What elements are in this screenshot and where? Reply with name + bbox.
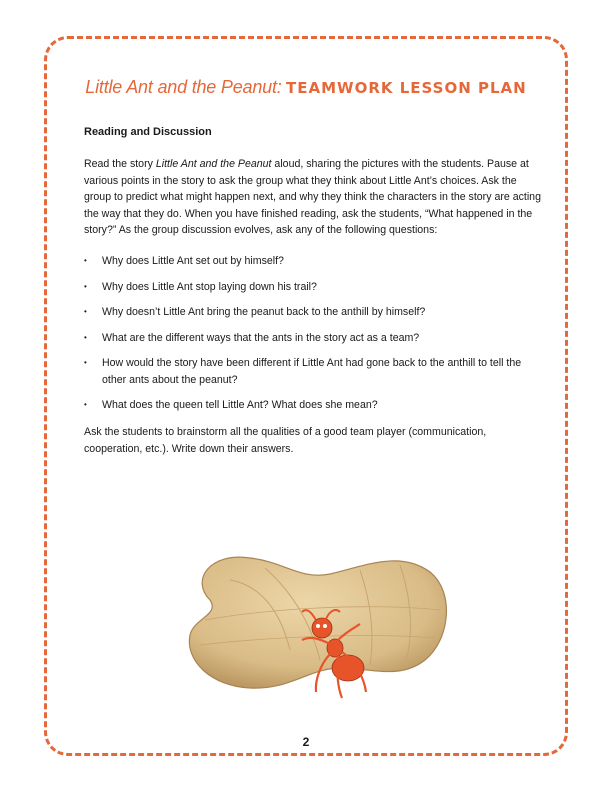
question-item: • Why does Little Ant stop laying down his trail?	[84, 279, 546, 296]
title-book-name: Little Ant and the Peanut:	[85, 77, 282, 97]
question-item: • Why does Little Ant set out by himself?	[84, 253, 546, 270]
title-lesson-plan: TEAMWORK LESSON PLAN	[286, 79, 527, 97]
peanut-ant-illustration	[170, 540, 460, 710]
question-item: • What does the queen tell Little Ant? What does she mean?	[84, 397, 546, 414]
question-item: • What are the different ways that the ants in the story act as a team?	[84, 330, 546, 347]
page-title	[0, 77, 612, 98]
intro-text-end: aloud, sharing the pictures with the students. Pause at various points in the story to ask the group what they think about Little Ant’s choices. Ask the group to predict what might happen next, and why they think the characters in the story are acting the way that they do. When you have finished reading, ask the students, “What happened in the story?” As the group discussion evolves, ask any of the following questions:	[84, 158, 541, 236]
intro-text-start: Read the story	[84, 158, 156, 170]
intro-paragraph	[84, 156, 546, 239]
page-number: 2	[302, 735, 310, 749]
question-list	[84, 253, 546, 423]
closing-paragraph: Ask the students to brainstorm all the qualities of a good team player (communication, cooperation, etc.). Write down their answers.	[84, 426, 487, 455]
section-heading: Reading and Discussion	[84, 126, 212, 138]
book-title: Little Ant and the Peanut	[155, 158, 272, 170]
question-item: • Why doesn’t Little Ant bring the peanut back to the anthill by himself?	[84, 304, 546, 321]
question-item: • How would the story have been different if Little Ant had gone back to the anthill to tell the other ants about the peanut?	[84, 355, 546, 388]
